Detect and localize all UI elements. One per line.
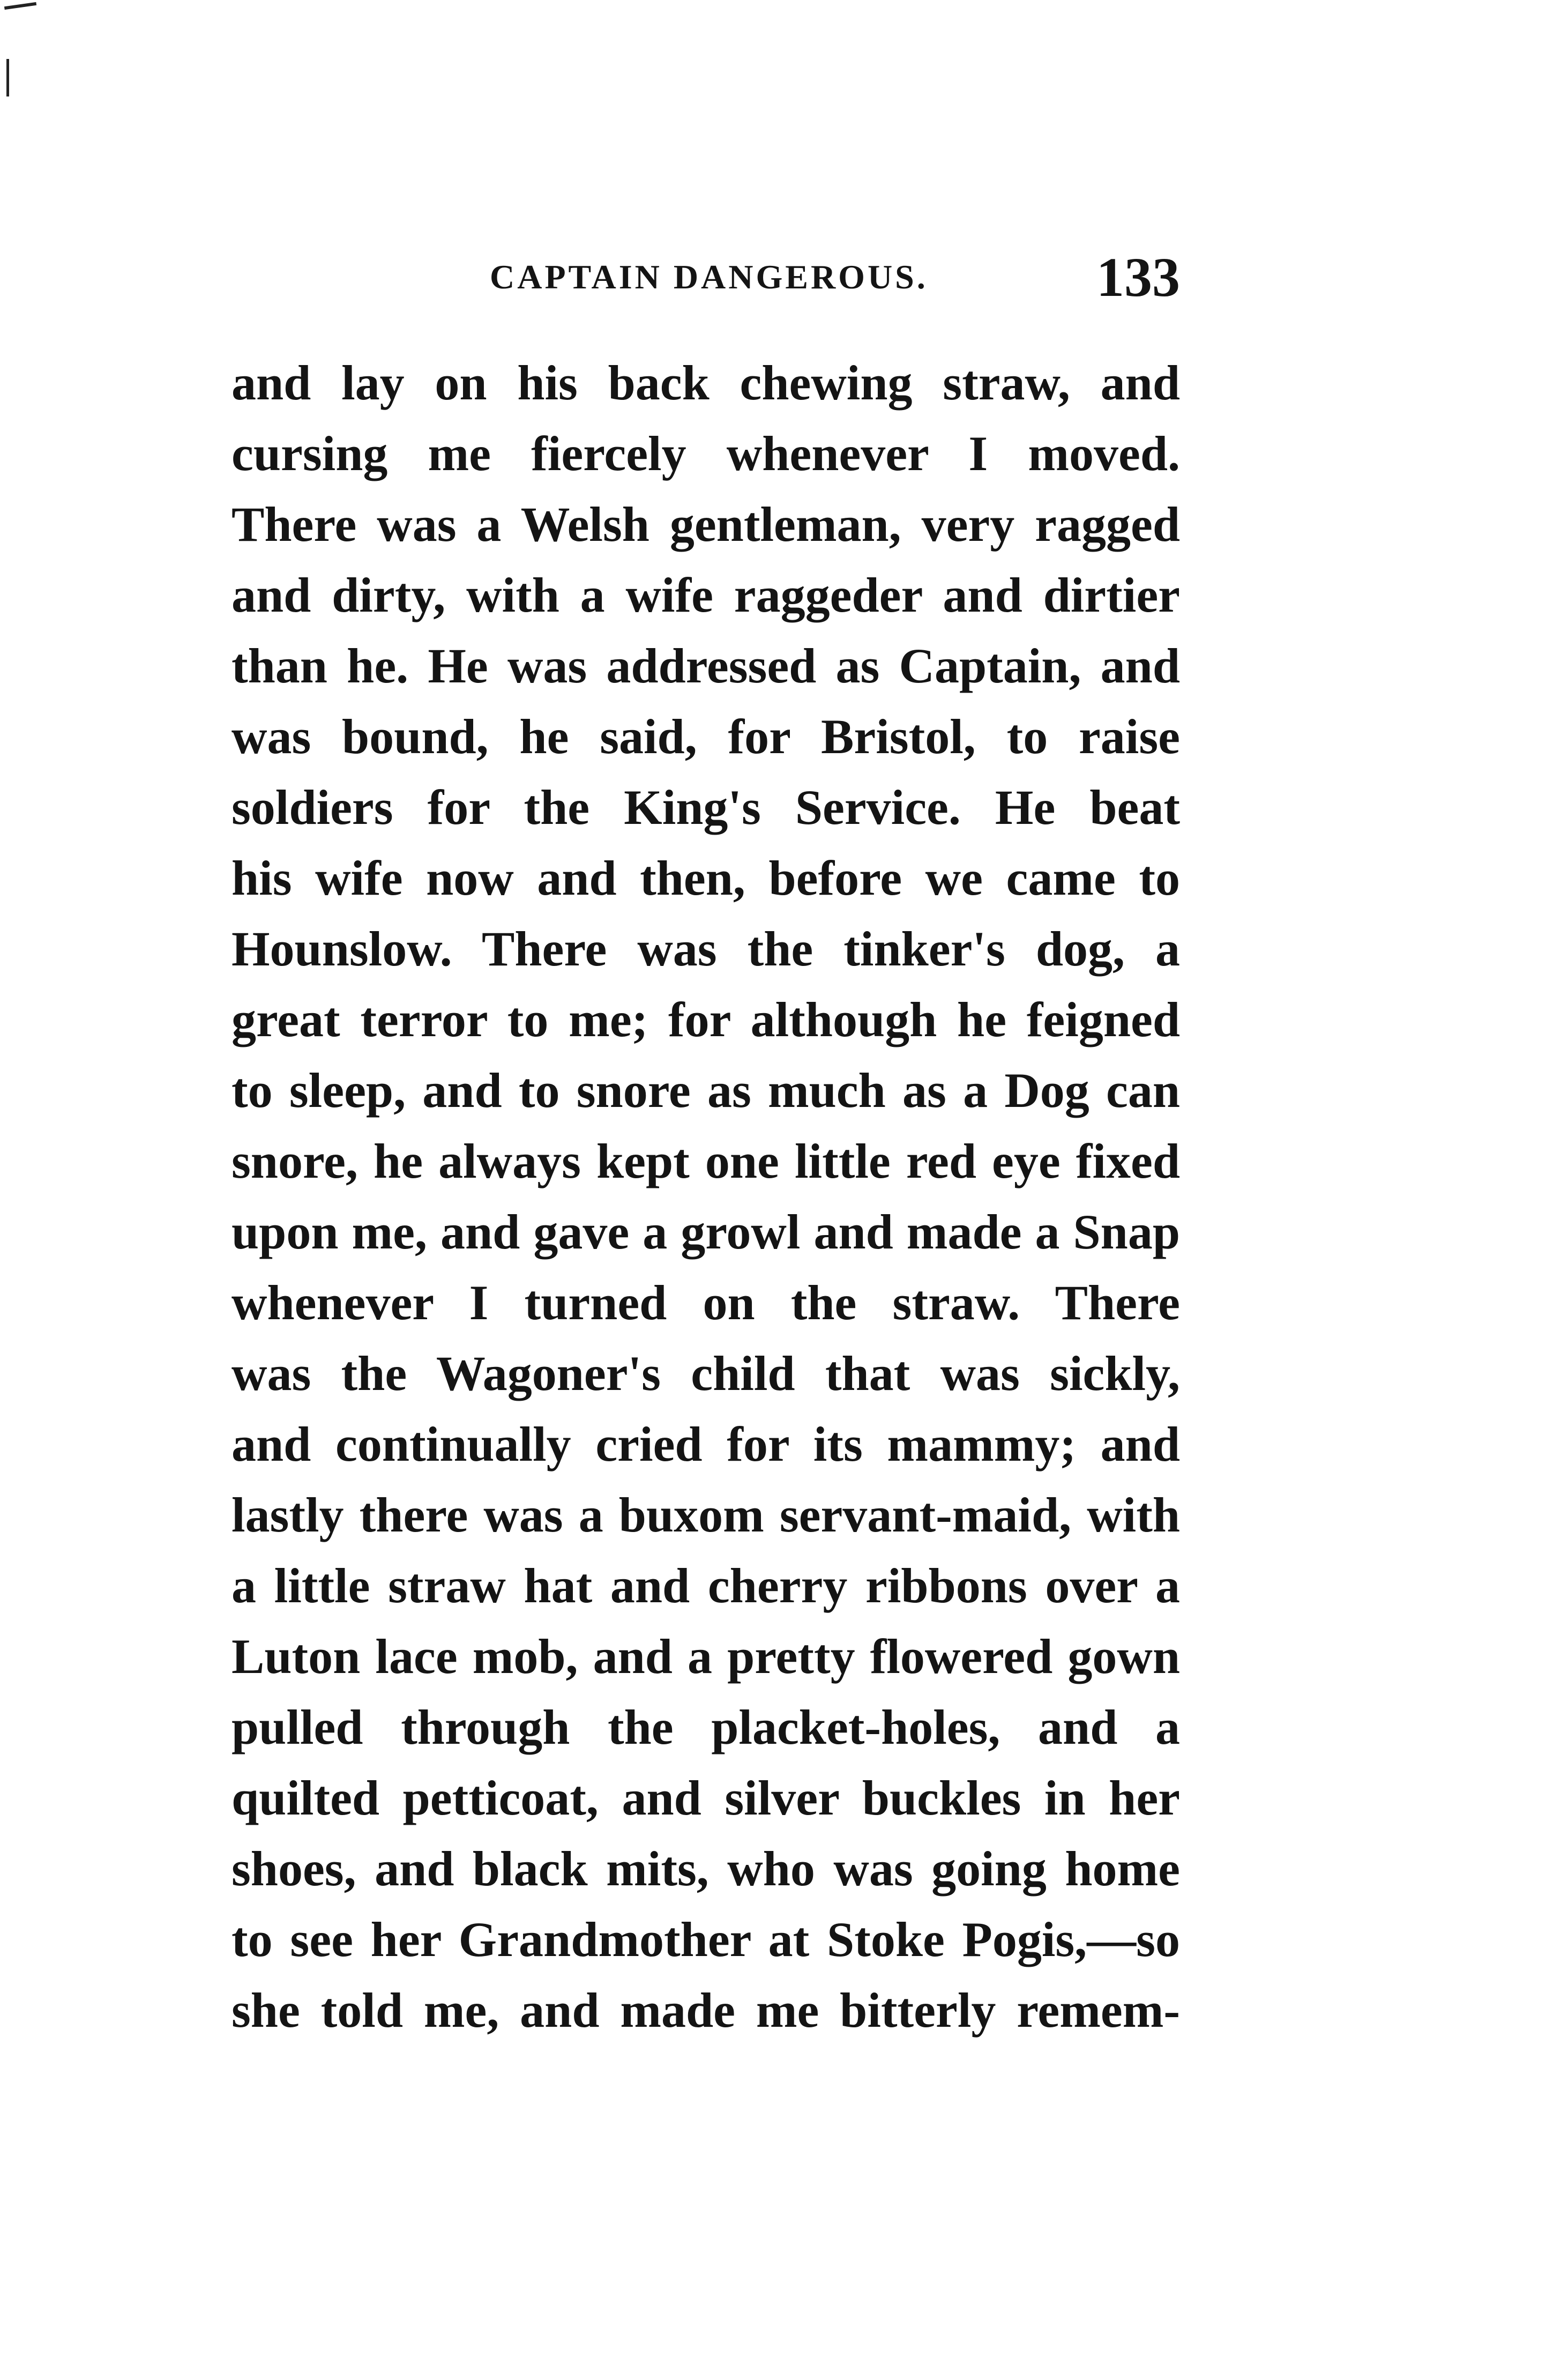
text-line: lastly there was a buxom servant-maid, with: [232, 1488, 1180, 1542]
text-line: cursing me fiercely whenever I moved.: [232, 426, 1180, 481]
text-line: a little straw hat and cherry ribbons over a: [232, 1558, 1180, 1613]
text-line: and dirty, with a wife raggeder and dirtier: [232, 568, 1180, 622]
scan-artifact-bar: [6, 59, 9, 96]
text-line: and lay on his back chewing straw, and: [232, 355, 1180, 410]
text-line: shoes, and black mits, who was going home: [232, 1841, 1180, 1896]
text-line: snore, he always kept one little red eye fixed: [232, 1134, 1180, 1188]
text-line: upon me, and gave a growl and made a Snap: [232, 1204, 1180, 1259]
text-line: quilted petticoat, and silver buckles in her: [232, 1771, 1180, 1825]
scan-artifact-mark: [4, 2, 36, 10]
text-line: she told me, and made me bitterly remem-: [232, 1983, 1180, 2038]
text-line: was bound, he said, for Bristol, to raise: [232, 709, 1180, 764]
text-line: and continually cried for its mammy; and: [232, 1417, 1180, 1471]
text-line: to see her Grandmother at Stoke Pogis,—so: [232, 1912, 1180, 1967]
text-line: Hounslow. There was the tinker's dog, a: [232, 921, 1180, 976]
text-line: great terror to me; for although he feigned: [232, 992, 1180, 1047]
text-line: than he. He was addressed as Captain, and: [232, 638, 1180, 693]
page-number: 133: [1096, 247, 1180, 308]
page-header: [232, 246, 1180, 310]
running-title: CAPTAIN DANGEROUS.: [490, 258, 928, 296]
text-line: his wife now and then, before we came to: [232, 851, 1180, 905]
text-line: whenever I turned on the straw. There: [232, 1275, 1180, 1330]
text-line: There was a Welsh gentleman, very ragged: [232, 497, 1180, 552]
text-line: Luton lace mob, and a pretty flowered gown: [232, 1629, 1180, 1684]
text-line: pulled through the placket-holes, and a: [232, 1700, 1180, 1754]
text-line: soldiers for the King's Service. He beat: [232, 780, 1180, 835]
text-line: was the Wagoner's child that was sickly,: [232, 1346, 1180, 1401]
body-text: [232, 347, 1180, 2046]
text-line: to sleep, and to snore as much as a Dog can: [232, 1063, 1180, 1118]
